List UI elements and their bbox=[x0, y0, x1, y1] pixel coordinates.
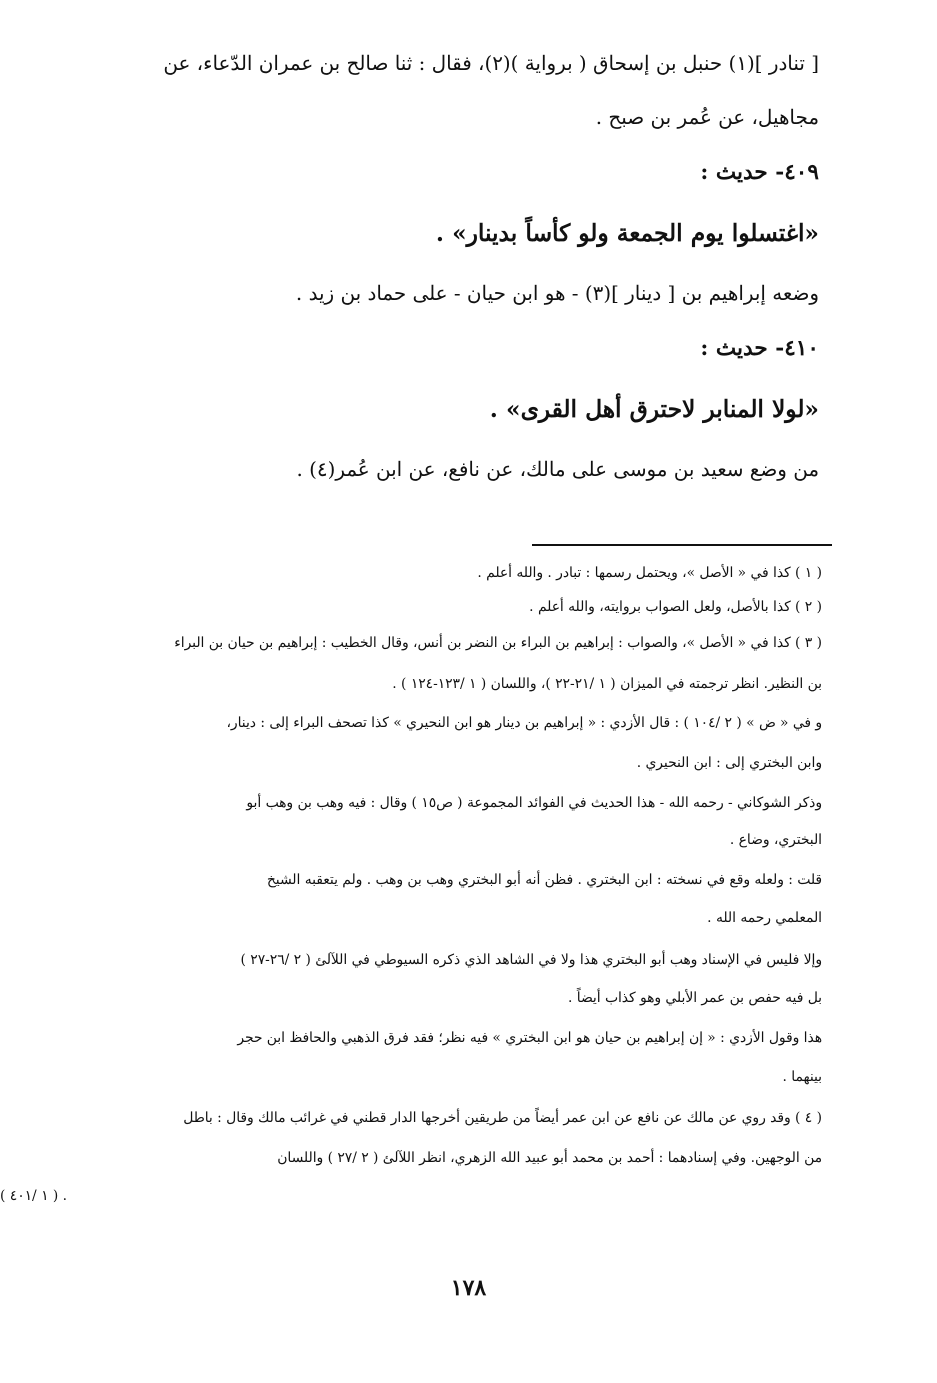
footnote-line: بن النظير. انظر ترجمته في الميزان ( ١ /٢١-٢٢ )، واللسان ( ١ /١٢٣-١٢٤ ) . bbox=[392, 676, 822, 692]
footnote-line: و في « ض » ( ٢ /١٠٤ ) : قال الأزدي : « إبراهيم بن دينار هو ابن النحيري » كذا تصحف البراء إلى : دينار، bbox=[226, 715, 822, 731]
footnote-line: وابن البختري إلى : ابن النحيري . bbox=[636, 755, 822, 771]
footnote-line: ( ٤ ) وقد روي عن مالك عن نافع عن ابن عمر أيضاً من طريقين أخرجها الدار قطني في غرائب مالك وقال : باطل bbox=[183, 1110, 822, 1126]
hadith-409-text: «اغتسلوا يوم الجمعة ولو كأساً بدينار» . bbox=[435, 220, 819, 247]
hadith-409-comment: وضعه إبراهيم بن [ دينار ](٣) - هو ابن حيان - على حماد بن زيد . bbox=[295, 282, 819, 305]
footnote-line: قلت : ولعله وقع في نسخته : ابن البختري . فظن أنه أبو البختري وهب بن وهب . ولم يتعقبه الشيخ bbox=[266, 872, 822, 888]
body-line: مجاهيل، عن عُمر بن صبح . bbox=[595, 106, 819, 129]
footnote-line: بل فيه حفص بن عمر الأبلي وهو كذاب أيضاً . bbox=[567, 990, 822, 1006]
footnote-separator bbox=[532, 544, 832, 546]
footnote-line: ( ١ /٤٠١ ) . bbox=[0, 1188, 68, 1204]
footnote-line: البختري، وضاع . bbox=[729, 832, 822, 848]
page-number: ١٧٨ bbox=[450, 1275, 487, 1301]
footnote-line: هذا وقول الأزدي : « إن إبراهيم بن حيان هو ابن البختري » فيه نظر؛ فقد فرق الذهبي والحافظ ابن حجر bbox=[237, 1030, 822, 1046]
footnote-line: بينهما . bbox=[782, 1069, 822, 1085]
footnote-line: ( ١ ) كذا في « الأصل »، ويحتمل رسمها : تبادر . والله أعلم . bbox=[477, 565, 822, 581]
hadith-410-comment: من وضع سعيد بن موسى على مالك، عن نافع، عن ابن عُمر(٤) . bbox=[296, 458, 819, 481]
hadith-410-heading: ٤١٠- حديث : bbox=[700, 336, 819, 361]
footnote-line: وإلا فليس في الإسناد وهب أبو البختري هذا ولا في الشاهد الذي ذكره السيوطي في اللآلئ ( ٢ /٢٦-٢٧ ) bbox=[240, 952, 822, 968]
hadith-410-text: «لولا المنابر لاحترق أهل القرى» . bbox=[489, 396, 819, 423]
footnote-line: ( ٢ ) كذا بالأصل، ولعل الصواب بروايته، والله أعلم . bbox=[529, 599, 822, 615]
body-line: [ تنادر ](١) حنبل بن إسحاق ( برواية )(٢)، فقال : ثنا صالح بن عمران الدّعاء، عن bbox=[163, 52, 819, 75]
hadith-409-heading: ٤٠٩- حديث : bbox=[700, 160, 819, 185]
footnote-line: المعلمي رحمه الله . bbox=[707, 910, 822, 926]
footnote-line: من الوجهين. وفي إسنادهما : أحمد بن محمد أبو عبيد الله الزهري، انظر اللآلئ ( ٢ /٢٧ ) واللسان bbox=[277, 1150, 822, 1166]
footnote-line: ( ٣ ) كذا في « الأصل »، والصواب : إبراهيم بن البراء بن النضر بن أنس، وقال الخطيب : إبراهيم بن حيان بن البراء bbox=[174, 635, 822, 651]
footnote-line: وذكر الشوكاني - رحمه الله - هذا الحديث في الفوائد المجموعة ( ص١٥ ) وقال : فيه وهب بن وهب أبو bbox=[246, 795, 822, 811]
